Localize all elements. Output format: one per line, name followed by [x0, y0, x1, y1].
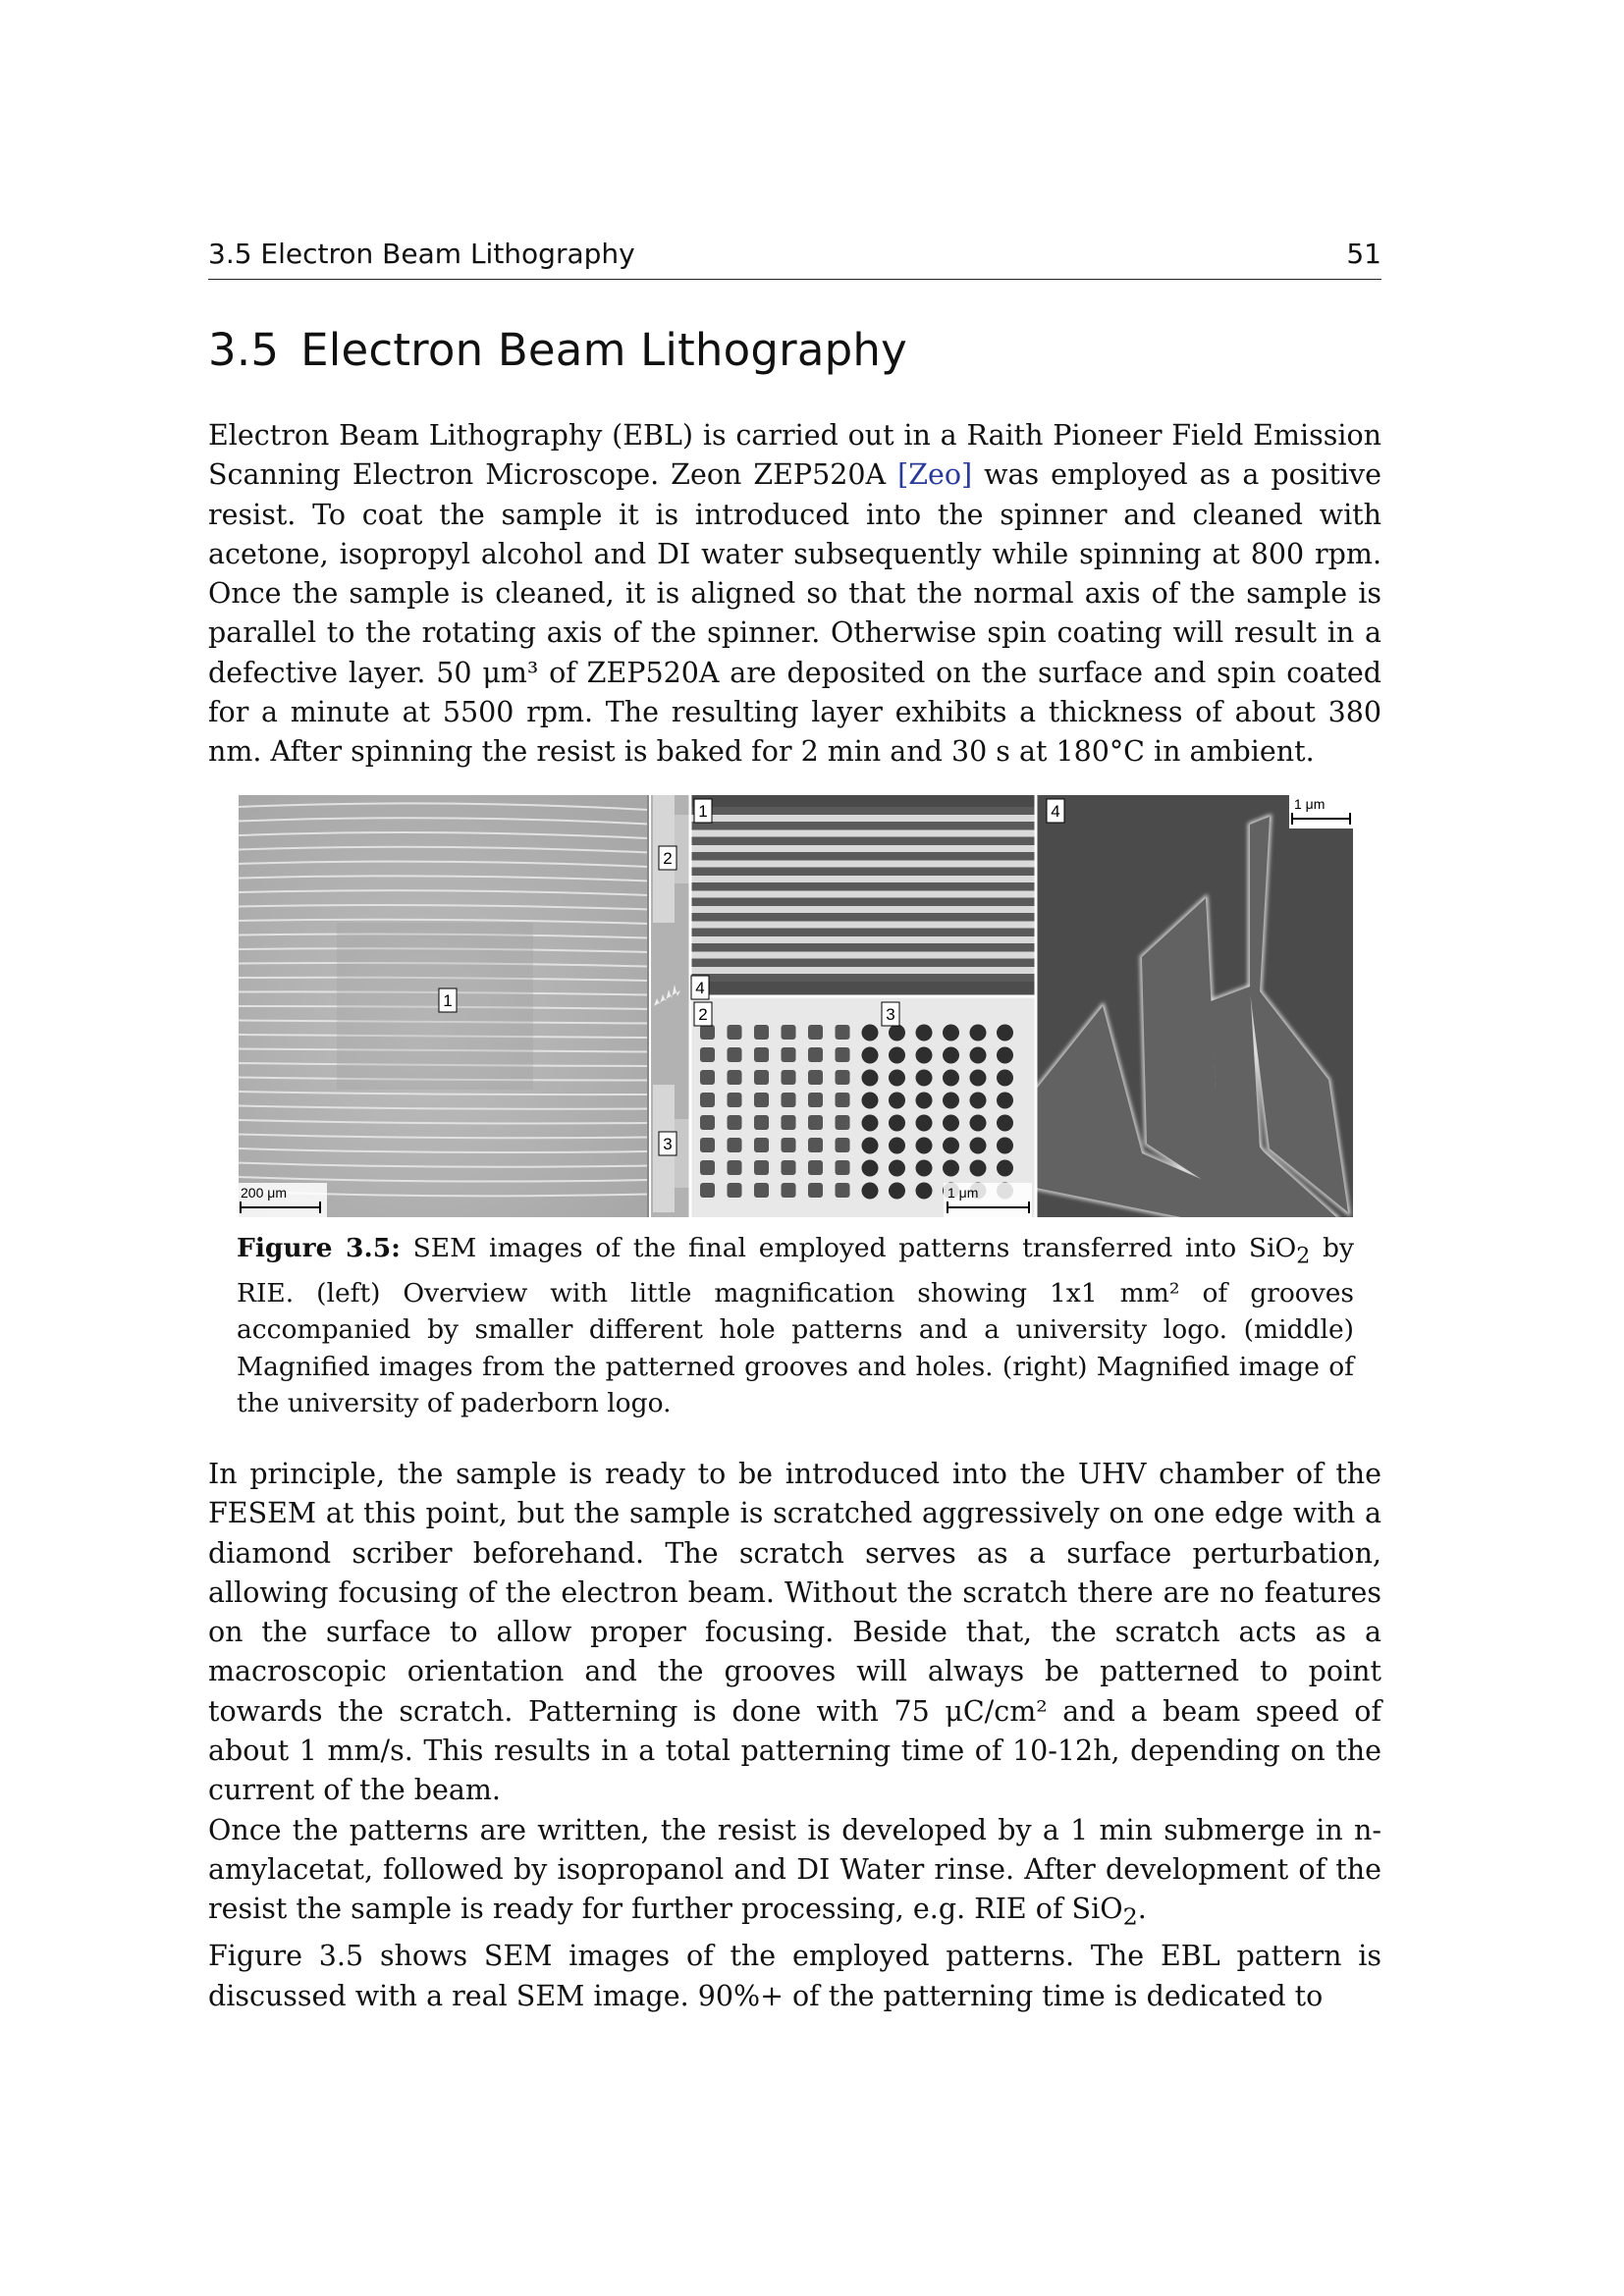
- groove-stripe: [690, 936, 1036, 943]
- hole: [943, 1138, 959, 1154]
- hole: [862, 1070, 879, 1087]
- svg-text:2: 2: [663, 849, 673, 868]
- figure-caption: [237, 1230, 1354, 1422]
- citation-link-zeo[interactable]: [Zeo]: [897, 458, 973, 492]
- hole: [836, 1025, 850, 1040]
- hole: [889, 1138, 905, 1154]
- hole: [836, 1093, 850, 1107]
- hole: [808, 1183, 823, 1198]
- sem-figure: [239, 795, 1353, 1217]
- sem-images: [239, 795, 1353, 1217]
- label-mid-1: [694, 799, 712, 823]
- hole: [728, 1025, 742, 1040]
- hole: [700, 1093, 715, 1107]
- hole: [916, 1047, 933, 1064]
- hole: [916, 1183, 933, 1200]
- groove-stripe: [690, 906, 1036, 913]
- caption-text: by RIE. (left) Overview with little magnification showing 1x1 mm² of grooves accompanied by smaller different hole patterns and a university logo. (middle) Magnified images from the patterned grooves and holes. (right) Magnified image of the university of paderborn logo.: [237, 1233, 1354, 1419]
- hole: [970, 1025, 987, 1041]
- hole: [808, 1070, 823, 1085]
- hole: [808, 1047, 823, 1062]
- groove-stripe: [690, 876, 1036, 882]
- label-left-4: [691, 976, 709, 999]
- section-number: 3.5: [208, 324, 280, 376]
- scalebar-middle: [944, 1183, 1032, 1217]
- paragraph-text: [208, 1811, 1381, 1938]
- groove-stripe: [690, 845, 1036, 852]
- hole: [836, 1138, 850, 1152]
- hole: [728, 1070, 742, 1085]
- hole: [889, 1160, 905, 1177]
- hole: [943, 1115, 959, 1132]
- hole: [916, 1115, 933, 1132]
- hole: [782, 1115, 796, 1130]
- hole: [889, 1047, 905, 1064]
- hole: [808, 1138, 823, 1152]
- hole: [728, 1138, 742, 1152]
- hole: [916, 1025, 933, 1041]
- hole: [943, 1070, 959, 1087]
- hole: [889, 1025, 905, 1041]
- figure-label: Figure 3.5:: [237, 1233, 401, 1263]
- svg-text:1 μm: 1 μm: [947, 1185, 979, 1201]
- scalebar-left: [239, 1183, 327, 1217]
- hole: [836, 1183, 850, 1198]
- groove-stripe: [690, 891, 1036, 898]
- hole: [916, 1160, 933, 1177]
- hole: [754, 1115, 769, 1130]
- running-header: [208, 236, 1381, 280]
- svg-text:3: 3: [663, 1135, 673, 1153]
- section-title-text: Electron Beam Lithography: [300, 324, 907, 376]
- hole: [943, 1025, 959, 1041]
- hole: [916, 1138, 933, 1154]
- svg-text:4: 4: [695, 979, 705, 997]
- hole: [808, 1093, 823, 1107]
- hole: [782, 1183, 796, 1198]
- caption-subscript: 2: [1296, 1244, 1311, 1269]
- groove-stripe: [690, 967, 1036, 974]
- hole: [808, 1115, 823, 1130]
- hole: [862, 1025, 879, 1041]
- hole: [754, 1138, 769, 1152]
- hole: [889, 1093, 905, 1109]
- hole: [943, 1093, 959, 1109]
- hole: [862, 1138, 879, 1154]
- label-mid-2: [694, 1002, 712, 1026]
- hole: [836, 1160, 850, 1175]
- paragraph-text: Once the patterns are written, the resist is developed by a 1 min submerge in n-amylacetat, followed by isopropanol and DI Water rinse. After development of the resist the sample is ready for further processing, e.g. RIE of SiO: [208, 1813, 1381, 1926]
- label-mid-3: [882, 1002, 899, 1026]
- hole: [836, 1115, 850, 1130]
- hole: [862, 1160, 879, 1177]
- hole: [862, 1047, 879, 1064]
- hole: [997, 1025, 1013, 1041]
- hole: [862, 1115, 879, 1132]
- paragraph-text: was employed as a positive resist. To coat the sample it is introduced into the spinner and cleaned with acetone, isopropyl alcohol and DI water subsequently while spinning at 800 rpm. Once the sample is cleaned, it is aligned so that the normal axis of the sample is parallel to the rotating axis of the spinner. Otherwise spin coating will result in a defective layer. 50 μm³ of ZEP520A are deposited on the surface and spin coated for a minute at 5500 rpm. The resulting layer exhibits a thickness of about 380 nm. After spinning the resist is baked for 2 min and 30 s at 180°C in ambient.: [208, 458, 1382, 769]
- hole: [700, 1025, 715, 1040]
- hole: [808, 1160, 823, 1175]
- hole: [782, 1093, 796, 1107]
- hole: [889, 1115, 905, 1132]
- groove-stripe: [690, 861, 1036, 868]
- label-left-1: [439, 988, 457, 1012]
- hole: [754, 1070, 769, 1085]
- hole: [970, 1093, 987, 1109]
- hole: [916, 1093, 933, 1109]
- hole: [700, 1047, 715, 1062]
- svg-text:1 μm: 1 μm: [1294, 796, 1326, 812]
- hole: [700, 1115, 715, 1130]
- hole: [970, 1115, 987, 1132]
- paragraph-text: .: [1137, 1893, 1147, 1926]
- hole: [754, 1093, 769, 1107]
- hole: [916, 1070, 933, 1087]
- svg-text:1: 1: [698, 802, 708, 821]
- hole: [970, 1047, 987, 1064]
- svg-text:3: 3: [886, 1005, 895, 1024]
- hole: [997, 1047, 1013, 1064]
- label-left-2: [659, 846, 677, 870]
- hole: [754, 1047, 769, 1062]
- groove-stripe: [690, 830, 1036, 837]
- hole: [943, 1047, 959, 1064]
- hole: [782, 1160, 796, 1175]
- scalebar-right: [1289, 795, 1353, 828]
- paragraph-ebl-intro: [208, 416, 1381, 773]
- svg-text:1: 1: [443, 991, 453, 1010]
- groove-stripe: [690, 815, 1036, 822]
- hole: [997, 1093, 1013, 1109]
- label-right-4: [1047, 799, 1064, 823]
- groove-stripe: [690, 922, 1036, 929]
- paragraph-text: Figure 3.5 shows SEM images of the employed patterns. The EBL pattern is discussed with a real SEM image. 90%+ of the patterning time is dedicated to: [208, 1940, 1381, 2012]
- section-heading: [208, 324, 907, 376]
- hole: [728, 1093, 742, 1107]
- paragraph-patterning: [208, 1455, 1381, 2016]
- caption-text: SEM images of the final employed patterns transferred into SiO: [400, 1233, 1297, 1263]
- hole: [728, 1160, 742, 1175]
- header-section-title: 3.5 Electron Beam Lithography: [208, 238, 635, 270]
- groove-closeup: [690, 795, 1036, 996]
- hole: [782, 1047, 796, 1062]
- hole: [997, 1070, 1013, 1087]
- hole: [836, 1070, 850, 1085]
- paragraph-text: Electron Beam Lithography (EBL) is carried out in a Raith Pioneer Field Emission Scanning Electron Microscope. Zeon ZEP520A: [208, 419, 1381, 492]
- hole: [728, 1183, 742, 1198]
- university-logo-closeup: [1036, 795, 1353, 1217]
- hole: [808, 1025, 823, 1040]
- hole: [836, 1047, 850, 1062]
- hole: [754, 1160, 769, 1175]
- svg-text:200 μm: 200 μm: [241, 1185, 287, 1201]
- subscript: 2: [1122, 1902, 1138, 1931]
- hole: [889, 1183, 905, 1200]
- groove-stripe: [690, 952, 1036, 959]
- hole: [997, 1115, 1013, 1132]
- hole: [728, 1047, 742, 1062]
- hole: [862, 1183, 879, 1200]
- hole: [997, 1138, 1013, 1154]
- svg-text:4: 4: [1051, 802, 1060, 821]
- hole: [970, 1138, 987, 1154]
- paragraph-text: In principle, the sample is ready to be introduced into the UHV chamber of the FESEM at this point, but the sample is scratched aggressively on one edge with a diamond scriber beforehand. The scratch serves as a surface perturbation, allowing focusing of the electron beam. Without the scratch there are no features on the surface to allow proper focusing. Beside that, the scratch acts as a macroscopic orientation and the grooves will always be patterned to point towards the scratch. Patterning is done with 75 μC/cm² and a beam speed of about 1 mm/s. This results in a total patterning time of 10-12h, depending on the current of the beam.: [208, 1458, 1381, 1807]
- hole: [943, 1160, 959, 1177]
- label-left-3: [659, 1132, 677, 1155]
- hole: [700, 1138, 715, 1152]
- hole: [754, 1025, 769, 1040]
- hole: [700, 1183, 715, 1198]
- hole: [970, 1160, 987, 1177]
- hole: [700, 1160, 715, 1175]
- hole: [889, 1070, 905, 1087]
- hole: [782, 1138, 796, 1152]
- svg-text:2: 2: [698, 1005, 708, 1024]
- hole: [862, 1093, 879, 1109]
- hole: [782, 1025, 796, 1040]
- hole: [970, 1070, 987, 1087]
- hole: [700, 1070, 715, 1085]
- hole: [782, 1070, 796, 1085]
- page-number: 51: [1346, 238, 1381, 270]
- hole: [728, 1115, 742, 1130]
- hole: [754, 1183, 769, 1198]
- hole: [997, 1160, 1013, 1177]
